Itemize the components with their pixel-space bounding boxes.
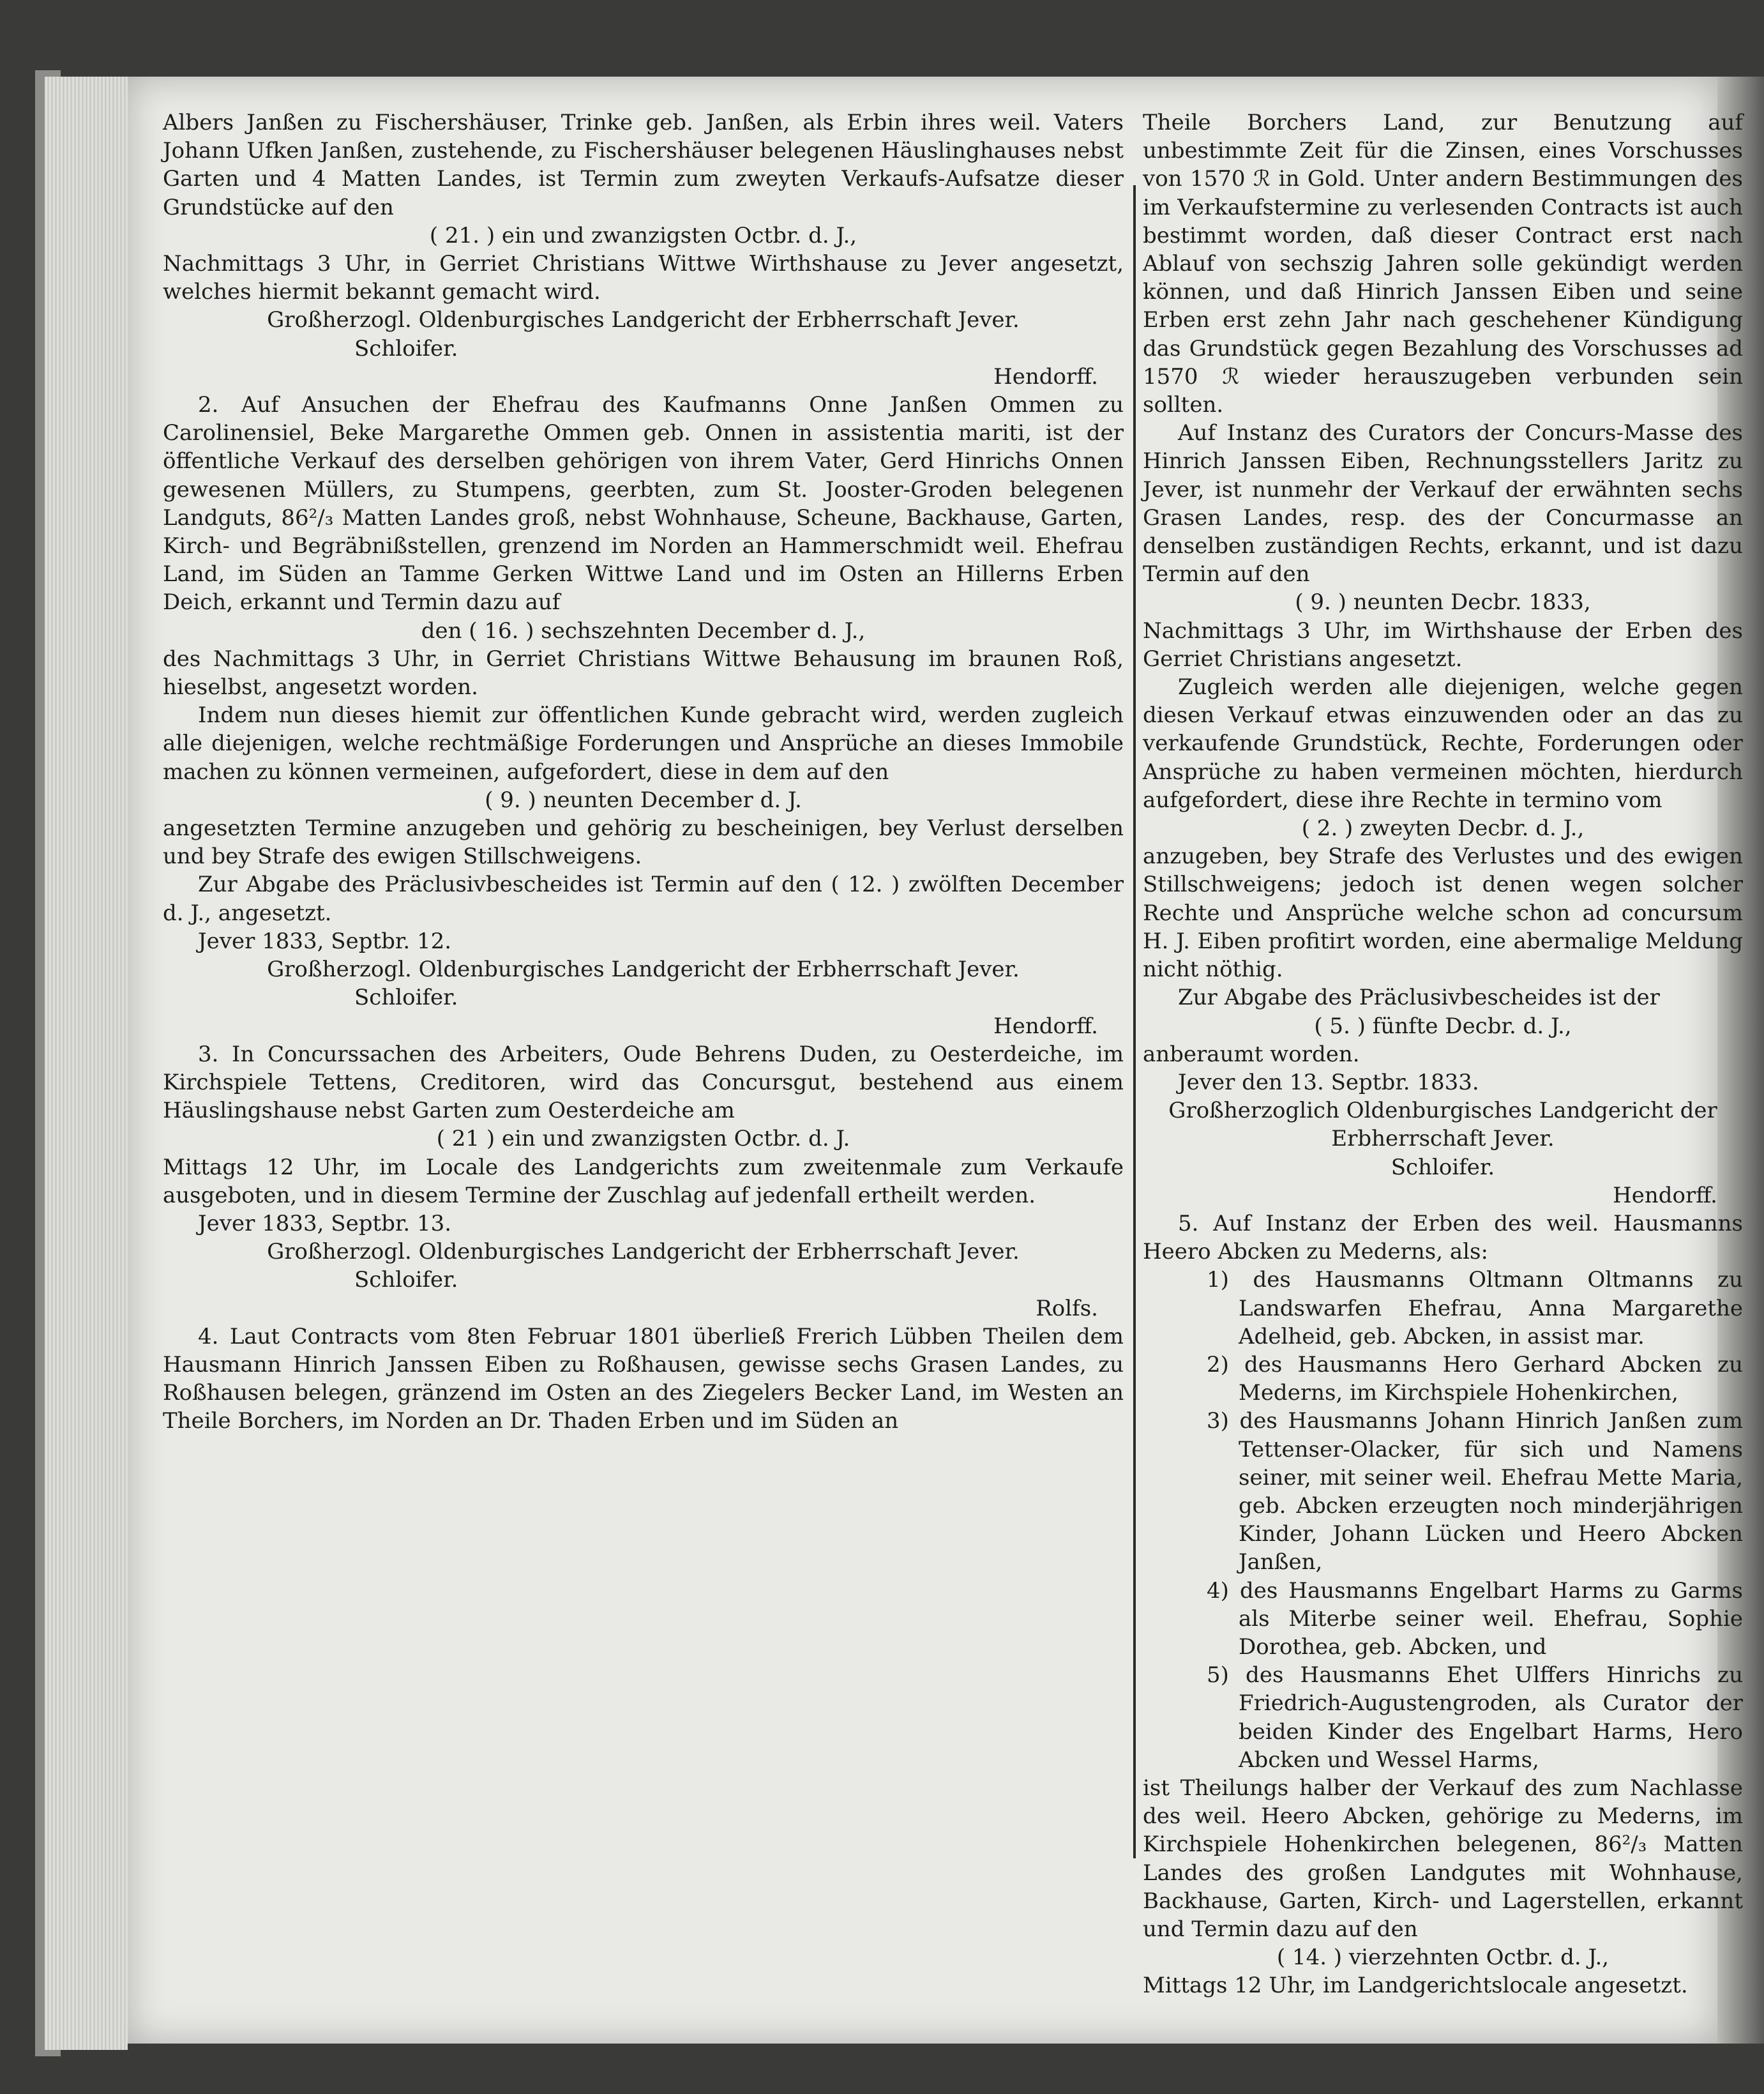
signature-1b: Hendorff. [993, 363, 1098, 390]
notice-4-preclusion-date: ( 5. ) fünfte Decbr. d. J., [1314, 1013, 1572, 1039]
signature-4: Schloifer. [1391, 1154, 1495, 1180]
dateline-3: Jever 1833, Septbr. 13. [198, 1210, 452, 1236]
column-divider [1133, 185, 1136, 1858]
page-stack-edge [45, 77, 128, 2050]
heir-list-item: 5) des Hausmanns Ehet Ulffers Hinrichs zu Friedrich-Augustengroden, als Curator der beiden Kinder des Engelbart Harms, Hero Abcken und Wessel Harms, [1207, 1662, 1743, 1773]
notice-1-cont: Nachmittags 3 Uhr, in Gerriet Christians Wittwe Wirthshause zu Jever angesetzt, welches hiermit bekannt gemacht wird. [163, 251, 1124, 305]
court-name-4: Großherzoglich Oldenburgisches Landgericht der Erbherrschaft Jever. [1168, 1098, 1717, 1152]
notice-4-claims-date: ( 2. ) zweyten Decbr. d. J., [1301, 816, 1585, 842]
dateline-2: Jever 1833, Septbr. 12. [198, 928, 452, 954]
left-column [163, 109, 1124, 1436]
notice-4-instanz: Auf Instanz des Curators der Concurs-Masse des Hinrich Janssen Eiben, Rechnungsstellers Jaritz zu Jever, ist nunmehr der Verkauf der erwähnten sechs Grasen Landes, resp. des der Concurmasse an denselben zuständigen Rechts, erkannt, und ist dazu Termin auf den [1143, 420, 1743, 588]
notice-5-text: 5. Auf Instanz der Erben des weil. Hausmanns Heero Abcken zu Mederns, als: [1143, 1210, 1743, 1265]
notice-5-cont: Mittags 12 Uhr, im Landgerichtslocale angesetzt. [1143, 1973, 1688, 1999]
notice-1-date: ( 21. ) ein und zwanzigsten Octbr. d. J., [429, 222, 857, 248]
notice-2-claims: Indem nun dieses hiemit zur öffentlichen Kunde gebracht wird, werden zugleich alle diejenigen, welche rechtmäßige Forderungen und Ansprüche an dieses Immobile machen zu können vermeinen, aufgefordert, diese in dem auf den [163, 702, 1124, 785]
notice-4-claims: Zugleich werden alle diejenigen, welche gegen diesen Verkauf etwas einzuwenden oder an das zu verkaufende Grundstück, Rechte, Forderungen oder Ansprüche zu haben vermeinen möchten, hierdurch aufgefordert, diese ihre Rechte in termino vom [1143, 674, 1743, 813]
dateline-4: Jever den 13. Septbr. 1833. [1178, 1069, 1479, 1095]
heir-list-item: 1) des Hausmanns Oltmann Oltmanns zu Landswarfen Ehefrau, Anna Margarethe Adelheid, geb. Abcken, in assist mar. [1207, 1267, 1743, 1349]
notice-2-claims-cont: angesetzten Termine anzugeben und gehörig zu bescheinigen, bey Verlust derselben und bey Strafe des ewigen Stillschweigens. [163, 816, 1124, 870]
signature-1: Schloifer. [354, 335, 458, 361]
notice-4-time: Nachmittags 3 Uhr, im Wirthshause der Erben des Gerriet Christians angesetzt. [1143, 618, 1743, 672]
notice-3-date: ( 21 ) ein und zwanzigsten Octbr. d. J. [436, 1126, 850, 1152]
notice-2-date: den ( 16. ) sechszehnten December d. J., [421, 618, 866, 644]
notice-4-text: 4. Laut Contracts vom 8ten Februar 1801 überließ Frerich Lübben Theilen dem Hausmann Hinrich Janssen Eiben zu Roßhausen, gewisse sechs Grasen Landes, zu Roßhausen belegen, gränzend im Osten an des Ziegelers Becker Land, im Westen an Theile Borchers, im Norden an Dr. Thaden Erben und im Süden an [163, 1323, 1124, 1434]
notice-4-preclusion: Zur Abgabe des Präclusivbescheides ist der [1178, 985, 1660, 1011]
court-name-3: Großherzogl. Oldenburgisches Landgericht der Erbherrschaft Jever. [267, 1239, 1020, 1265]
heir-list-item: 3) des Hausmanns Johann Hinrich Janßen zum Tettenser-Olacker, für sich und Namens seiner, mit seiner weil. Ehefrau Mette Maria, geb. Abcken erzeugten noch minderjährigen Kinder, Johann Lücken und Heero Abcken Janßen, [1207, 1408, 1743, 1575]
notice-1-text: Albers Janßen zu Fischershäuser, Trinke geb. Janßen, als Erbin ihres weil. Vaters Johann Ufken Janßen, zustehende, zu Fischershäuser belegenen Häuslinghauses nebst Garten und 4 Matten Landes, ist Termin zum zweyten Verkaufs-Aufsatze dieser Grundstücke auf den [163, 110, 1124, 220]
signature-2: Schloifer. [354, 985, 458, 1011]
heir-list-item: 2) des Hausmanns Hero Gerhard Abcken zu Mederns, im Kirchspiele Hohenkirchen, [1207, 1351, 1743, 1406]
notice-2-preclusion: Zur Abgabe des Präclusivbescheides ist Termin auf den ( 12. ) zwölften December d. J., angesetzt. [163, 872, 1124, 926]
signature-3: Schloifer. [354, 1267, 458, 1293]
notice-4-cont: Theile Borchers Land, zur Benutzung auf unbestimmte Zeit für die Zinsen, eines Vorschusses von 1570 ℛ in Gold. Unter andern Bestimmungen des im Verkaufstermine zu verlesenden Contracts ist auch bestimmt worden, daß dieser Contract erst nach Ablauf von sechszig Jahren solle gekündigt werden können, und daß Hinrich Janssen Eiben und seine Erben erst zehn Jahr nach geschehener Kündigung das Grundstück gegen Bezahlung des Vorschusses ad 1570 ℛ wieder herauszugeben verbunden sein sollten. [1143, 110, 1743, 418]
court-name-1: Großherzogl. Oldenburgisches Landgericht der Erbherrschaft Jever. [267, 307, 1020, 333]
notice-4-preclusion-cont: anberaumt worden. [1143, 1041, 1360, 1067]
notice-5-date: ( 14. ) vierzehnten Octbr. d. J., [1276, 1945, 1609, 1971]
notice-2-claims-date: ( 9. ) neunten December d. J. [485, 787, 802, 813]
notice-3-text: 3. In Concurssachen des Arbeiters, Oude Behrens Duden, zu Oesterdeiche, im Kirchspiele Tettens, Creditoren, wird das Concursgut, bestehend aus einem Häuslingshause nebst Garten zum Oesterdeiche am [163, 1041, 1124, 1124]
notice-3-cont: Mittags 12 Uhr, im Locale des Landgerichts zum zweitenmale zum Verkaufe ausgeboten, und in diesem Termine der Zuschlag auf jedenfall ertheilt werden. [163, 1154, 1124, 1208]
notice-5-sale: ist Theilungs halber der Verkauf des zum Nachlasse des weil. Heero Abcken, gehörige zu Mederns, im Kirchspiele Hohenkirchen belegenen, 86²/₃ Matten Landes des großen Landgutes mit Wohnhause, Backhause, Garten, Kirch- und Lagerstellen, erkannt und Termin dazu auf den [1143, 1775, 1743, 1942]
heir-list-item: 4) des Hausmanns Engelbart Harms zu Garms als Miterbe seiner weil. Ehefrau, Sophie Dorothea, geb. Abcken, und [1207, 1577, 1743, 1660]
signature-4b: Hendorff. [1613, 1182, 1717, 1208]
right-column [1143, 109, 1743, 2000]
notice-4-claims-cont: anzugeben, bey Strafe des Verlustes und des ewigen Stillschweigens; jedoch ist denen wegen solcher Rechte und Ansprüche welche schon ad concursum H. J. Eiben profitirt worden, eine abermalige Meldung nicht nöthig. [1143, 844, 1743, 983]
signature-3b: Rolfs. [1036, 1295, 1098, 1321]
notice-4-date: ( 9. ) neunten Decbr. 1833, [1295, 589, 1591, 616]
notice-2-cont: des Nachmittags 3 Uhr, in Gerriet Christians Wittwe Behausung im braunen Roß, hieselbst, angesetzt worden. [163, 646, 1124, 701]
court-name-2: Großherzogl. Oldenburgisches Landgericht der Erbherrschaft Jever. [267, 957, 1020, 983]
notice-2-text: 2. Auf Ansuchen der Ehefrau des Kaufmanns Onne Janßen Ommen zu Carolinensiel, Beke Margarethe Ommen geb. Onnen in assistentia mariti, ist der öffentliche Verkauf des derselben gehörigen von ihrem Vater, Gerd Hinrichs Onnen gewesenen Müllers, zu Stumpens, geerbten, zum St. Jooster-Groden belegenen Landguts, 86²/₃ Matten Landes groß, nebst Wohnhause, Scheune, Backhause, Garten, Kirch- und Begräbnißstellen, grenzend im Norden an Hammerschmidt weil. Ehefrau Land, im Süden an Tamme Gerken Wittwe Land und im Osten an Hillerns Erben Deich, erkannt und Termin dazu auf [163, 392, 1124, 616]
signature-2b: Hendorff. [993, 1013, 1098, 1039]
